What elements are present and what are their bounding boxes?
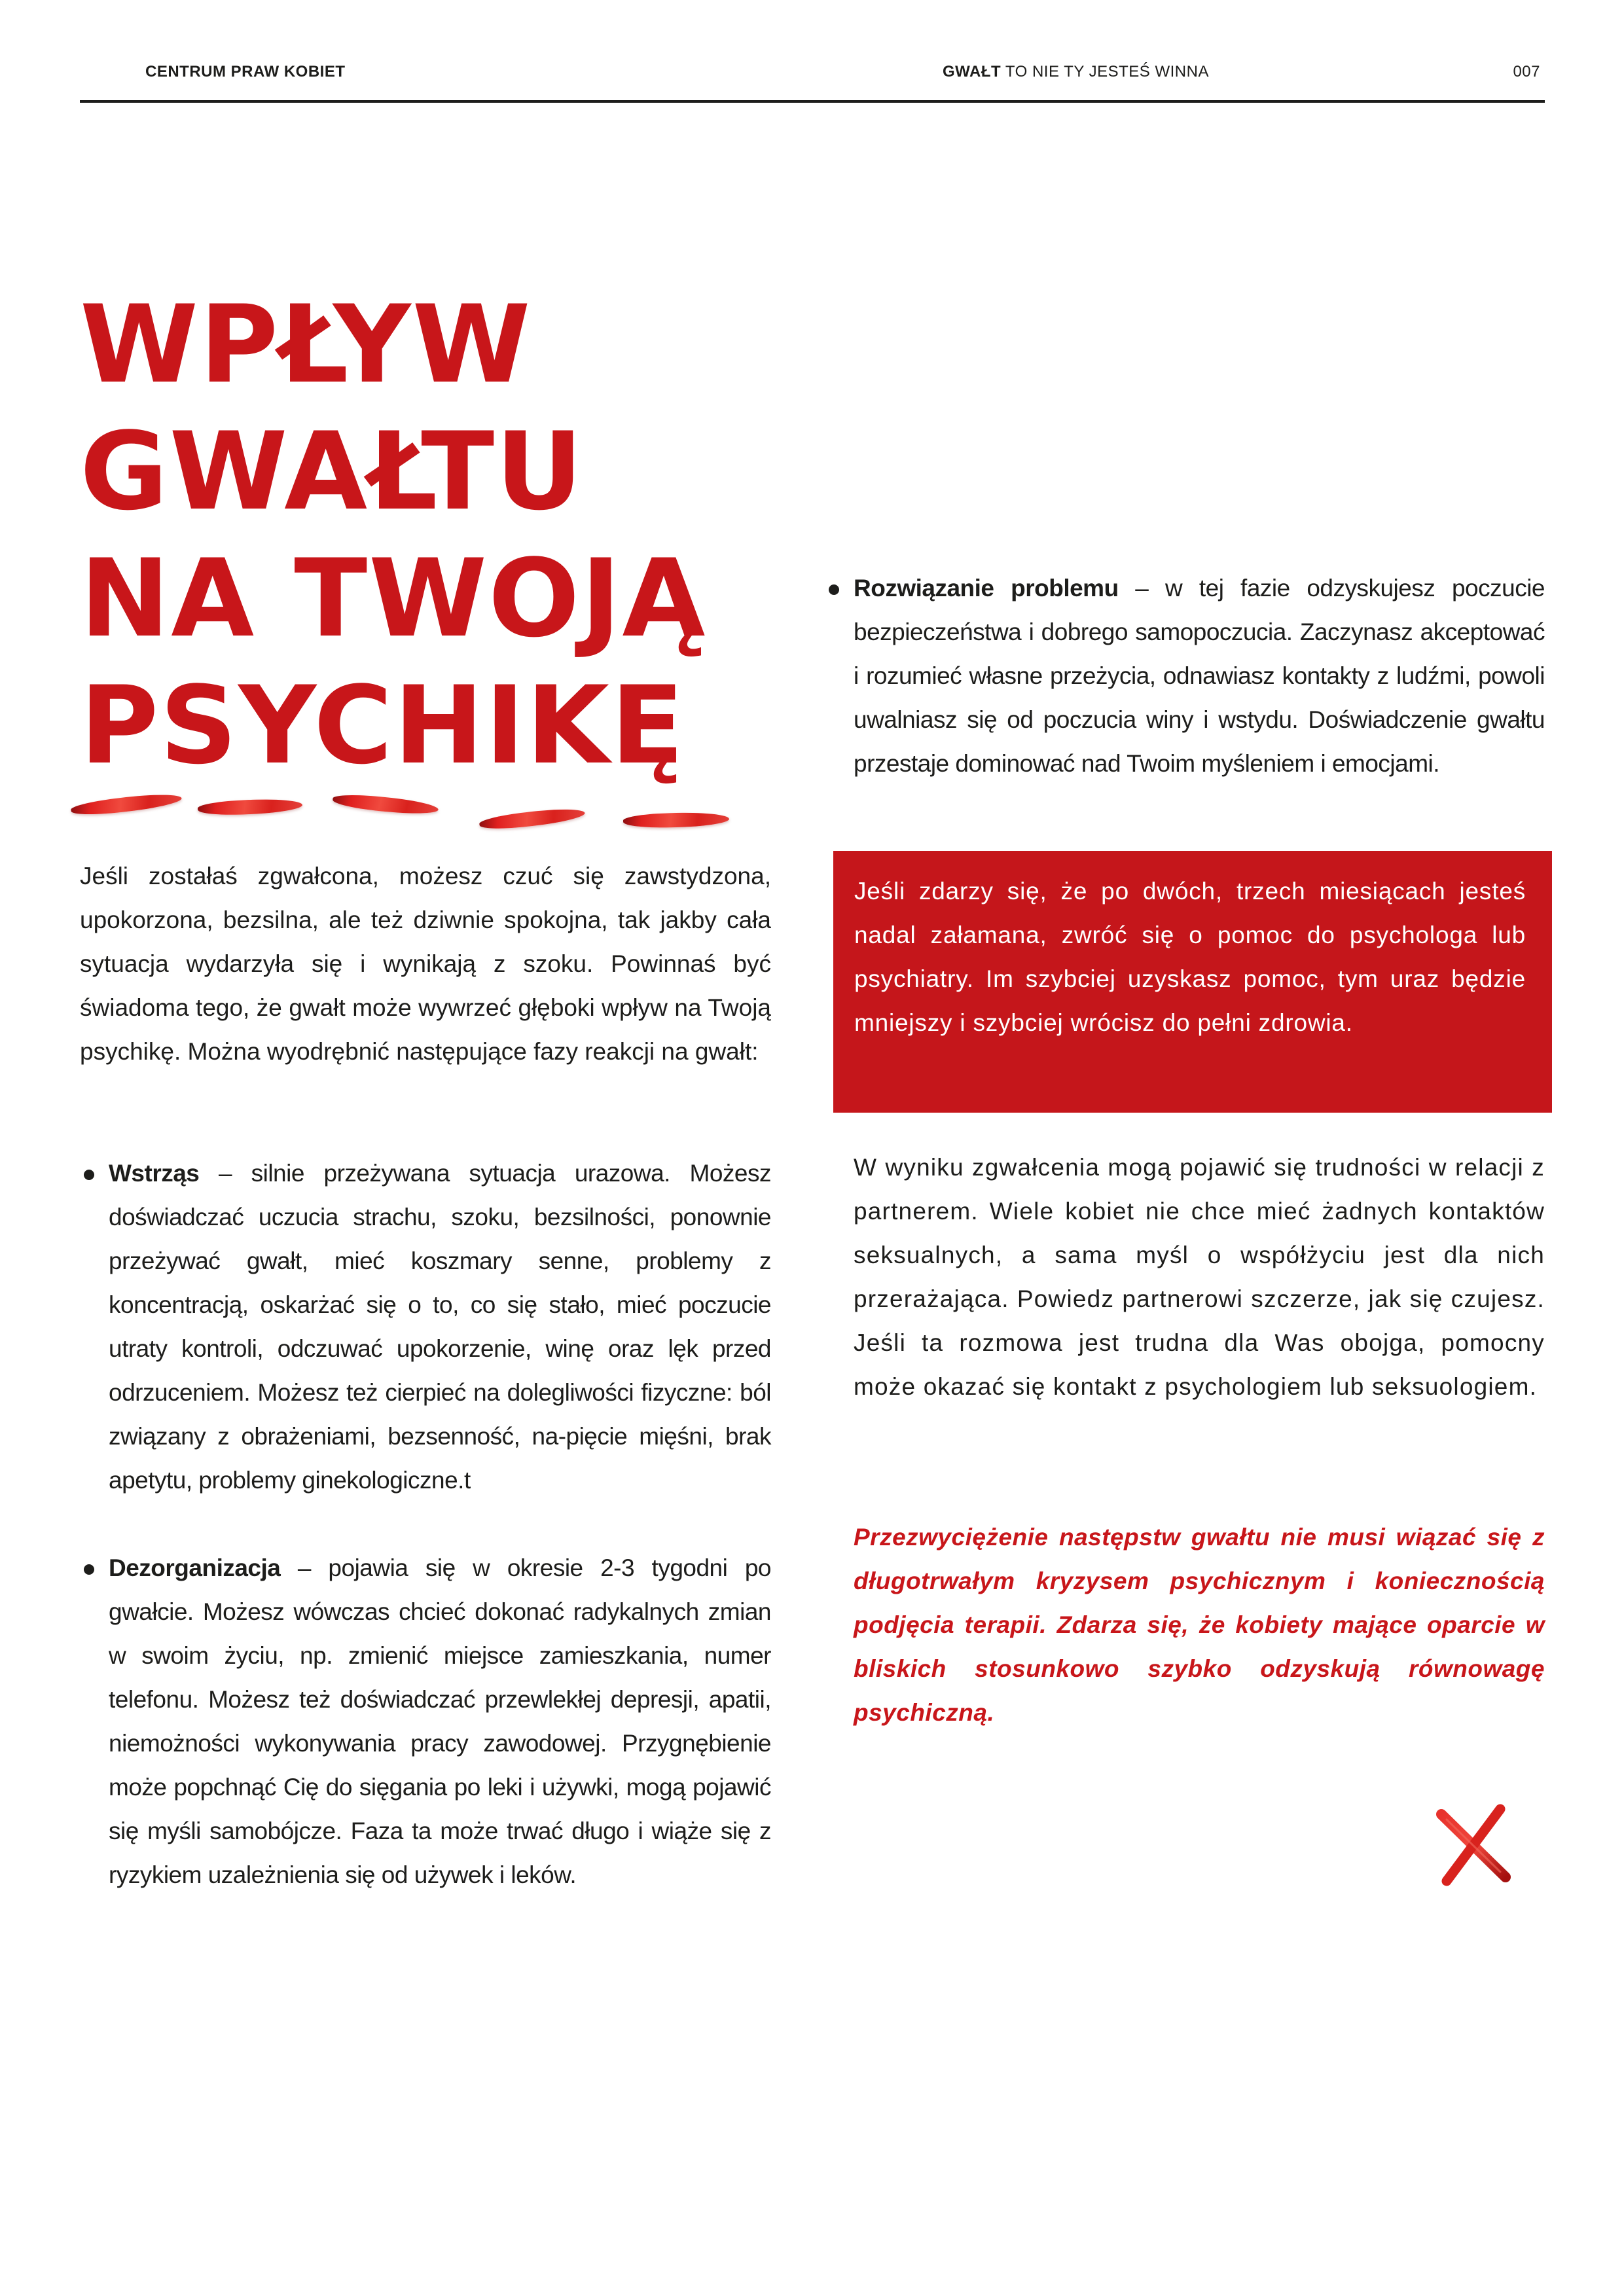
rope-segment	[198, 797, 303, 817]
rope-segment	[623, 811, 730, 829]
header-series-bold: GWAŁT	[943, 63, 1001, 81]
left-column	[80, 854, 771, 1897]
rope-segment	[332, 793, 439, 816]
bullet-icon	[829, 584, 839, 595]
title-line: NA TWOJĄ	[80, 536, 707, 661]
page-title	[80, 281, 833, 789]
callout-box	[833, 851, 1552, 1113]
phase-item-rozwiazanie	[854, 566, 1545, 785]
title-line: PSYCHIKĘ	[80, 663, 685, 788]
title-line: WPŁYW	[80, 282, 532, 407]
phase-term: Wstrząs	[109, 1160, 200, 1187]
phase-description: – pojawia się w okresie 2-3 tygodni po gwałcie. Możesz wówczas chcieć dokonać radykalnych zmian w swoim życiu, np. zmienić miejsce zamieszkania, numer telefonu. Możesz też doświadczać przewlekłej depresji, apatii, niemożności wykonywania pracy zawodowej. Przygnębienie może popchnąć Cię do sięgania po leki i używki, mogą pojawić się myśli samobójcze. Faza ta może trwać długo i wiąże się z ryzykiem uzależnienia się od używek i leków.	[109, 1554, 771, 1888]
callout-text: Jeśli zdarzy się, że po dwóch, trzech miesiącach jesteś nadal załamana, zwróć się o pomoc do psychologa lub psychiatry. Im szybciej uzyskasz pomoc, tym uraz będzie mniejszy i szybciej wrócisz do pełni zdrowia.	[854, 878, 1526, 1036]
emphasis-paragraph: Przezwyciężenie następstw gwałtu nie musi wiązać się z długotrwałym kryzysem psychicznym i koniecznością podjęcia terapii. Zdarza się, że kobiety mające oparcie w bliskich stosunkowo szybko odzyskują równowagę psychiczną.	[854, 1524, 1545, 1726]
header-series-rest: TO NIE TY JESTEŚ WINNA	[1001, 63, 1209, 81]
rope-segment	[478, 805, 585, 833]
phase-item-dezorganizacja	[80, 1546, 771, 1897]
rope-x-icon	[1427, 1800, 1519, 1892]
phase-item-wstrzas	[80, 1151, 771, 1502]
bullet-icon	[84, 1170, 94, 1180]
phase-description: – silnie przeżywana sytuacja urazowa. Możesz doświadczać uczucia strachu, szoku, bezsilności, ponownie przeżywać gwałt, mieć koszmary senne, problemy z koncentracją, oskarżać się o to, co się stało, mieć poczucie utraty kontroli, odczuwać upokorzenie, winę oraz lęk przed odrzuceniem. Możesz też cierpieć na dolegliwości fizyczne: ból związany z obrażeniami, bezsenność, na-pięcie mięśni, brak apetytu, problemy ginekologiczne.t	[109, 1160, 771, 1494]
rope-segment	[70, 791, 182, 819]
page-number: 007	[1513, 63, 1540, 81]
bullet-icon	[84, 1564, 94, 1575]
header-divider	[80, 100, 1545, 103]
intro-paragraph: Jeśli zostałaś zgwałcona, możesz czuć się zawstydzona, upokorzona, bezsilna, ale też dziwnie spokojna, tak jakby cała sytuacja wydarzyła się i wynikają z szoku. Powinnaś być świadoma tego, że gwałt może wywrzeć głęboki wpływ na Twoją psychikę. Można wyodrębnić następujące fazy reakcji na gwałt:	[80, 863, 771, 1065]
title-line: GWAŁTU	[80, 409, 585, 534]
phase-item	[825, 566, 1545, 785]
phase-term: Dezorganizacja	[109, 1554, 281, 1581]
header-series-title	[943, 63, 1209, 81]
partner-paragraph: W wyniku zgwałcenia mogą pojawić się trudności w relacji z partnerem. Wiele kobiet nie chce mieć żadnych kontaktów seksualnych, a sama myśl o współżyciu jest dla nich przerażająca. Powiedz partnerowi szczerze, jak się czujesz. Jeśli ta rozmowa jest trudna dla Was obojga, pomocny może okazać się kontakt z psychologiem lub seksuologiem.	[854, 1154, 1545, 1400]
phase-term: Rozwiązanie problemu	[854, 575, 1119, 601]
phase-description: – w tej fazie odzyskujesz poczucie bezpieczeństwa i dobrego samopoczucia. Zaczynasz akceptować i rozumieć własne przeżycia, odnawiasz kontakty z ludźmi, powoli uwalniasz się od poczucia winy i wstydu. Doświadczenie gwałtu przestaje dominować nad Twoim myśleniem i emocjami.	[854, 575, 1545, 777]
header-organization: CENTRUM PRAW KOBIET	[145, 63, 346, 81]
